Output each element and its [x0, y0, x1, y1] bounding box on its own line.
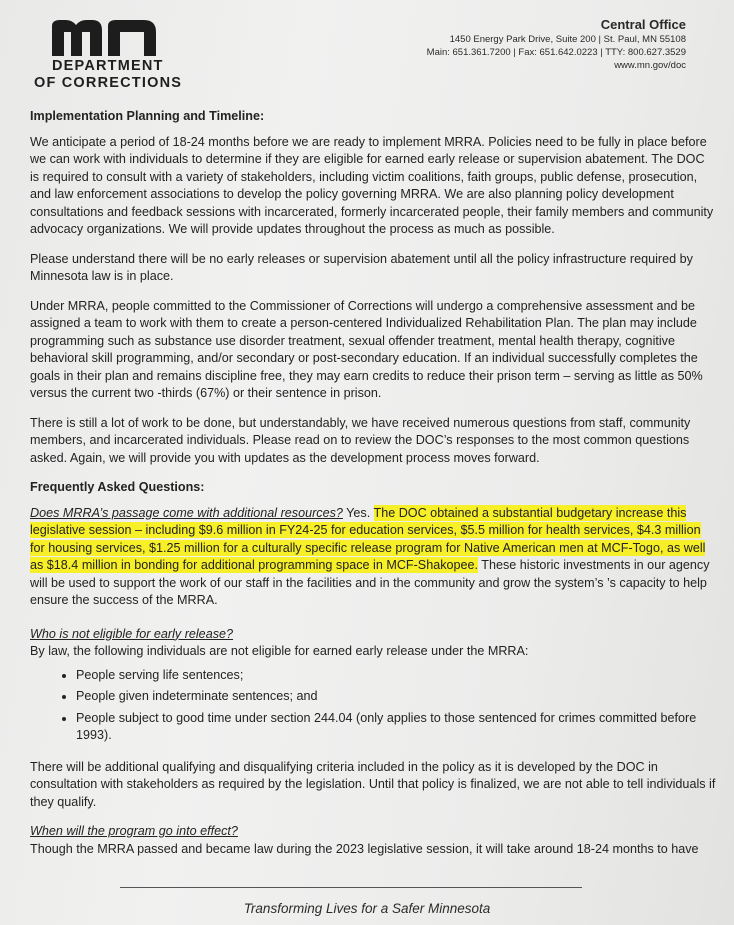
paragraph-mrra-plan: Under MRRA, people committed to the Commissioner of Corrections will undergo a comprehensive assessment and be assigned a team to work with them to create a person-centered Individualized Rehabilitation Plan. The plan may include programming such as substance use disorder treatment, sexual offender treatment, mental health therapy, cognitive behavioral skill programming, and/or secondary or post-secondary education. If an individual successfully completes the goals in their plan and remains discipline free, they may earn credits to reduce their prison term – serving as little as 50% versus the current two -thirds (67%) or their sentence in prison. — [30, 298, 703, 400]
faq-answer-eligibility-outro: There will be additional qualifying and disqualifying criteria included in the policy as it is developed by the DOC in consultation with stakeholders as required by the legislation. Until that policy is finalized, we are not able to tell individuals if they qualify. — [30, 759, 716, 809]
office-contact-block — [427, 16, 686, 72]
faq-question-effective-date-text: When will the program go into effect? — [30, 824, 238, 838]
highlighted-budget-text: The DOC obtained a substantial budgetary increase this legislative session – including $9.6 million in FY24-25 for education services, $5.5 million for health services, $4.3 million for housing services, $1.25 million for a culturally specific release program for Native American men at MCF-Togo, as well as $18.4 million in bonding for additional programming space in MCF-Shakopee. — [30, 505, 706, 572]
letter-body — [30, 108, 716, 858]
list-item: • People given indeterminate sentences; and — [76, 688, 716, 706]
paragraph-timeline: We anticipate a period of 18-24 months before we are ready to implement MRRA. Policies need to be fully in place before we can work with individuals to determine if they are eligible for earned early release or supervision abatement. The DOC is required to consult with a variety of stakeholders, including victim coalitions, faith groups, public defense, prosecution, and law enforcement associations to develop the policy governing MRRA. We are also planning policy development consultations and feedback sessions with incarcerated, formerly incarcerated people, their family members and community advocacy organizations. We will provide updates throughout the process as much as possible. — [30, 134, 714, 236]
faq-question-eligibility — [30, 626, 716, 644]
faq-question-resources: Does MRRA’s passage come with additional resources? — [30, 505, 343, 520]
list-item: • People serving life sentences; — [76, 667, 716, 685]
dept-line-1: DEPARTMENT — [52, 58, 164, 74]
section-heading-implementation: Implementation Planning and Timeline: — [30, 109, 265, 123]
office-phones: Main: 651.361.7200 | Fax: 651.642.0223 | TTY: 800.627.3529 — [426, 47, 686, 58]
faq-answer-eligibility-intro: By law, the following individuals are not eligible for earned early release under the MRRA: — [30, 644, 529, 658]
mn-logo — [34, 20, 192, 92]
faq-question-effective-date — [30, 823, 716, 841]
mn-logo-mark — [52, 20, 156, 56]
dept-line-2: OF CORRECTIONS — [34, 75, 183, 91]
faq-answer-resources — [30, 505, 716, 610]
office-address: 1450 Energy Park Drive, Suite 200 | St. Paul, MN 55108 — [449, 34, 686, 45]
paragraph-work-remaining: There is still a lot of work to be done, but understandably, we have received numerous questions from staff, community members, and incarcerated individuals. Please read on to review the DOC’s responses to the most common questions asked. Again, we will provide you with updates as the development process moves forward. — [30, 415, 691, 465]
paragraph-no-early-release: Please understand there will be no early releases or supervision abatement until all the policy infrastructure required by Minnesota law is in place. — [30, 251, 693, 283]
section-heading-faq: Frequently Asked Questions: — [30, 480, 205, 494]
office-name: Central Office — [600, 17, 686, 32]
ineligible-list — [30, 667, 716, 745]
list-item: • People subject to good time under section 244.04 (only applies to those sentenced for crimes committed before 1993). — [76, 710, 716, 745]
faq-question-eligibility-text: Who is not eligible for early release? — [30, 626, 234, 641]
department-name — [34, 58, 192, 92]
footer-tagline: Transforming Lives for a Safer Minnesota — [243, 901, 491, 916]
faq-answer-resources-rest: These historic investments in our agency will be used to support the work of our staff in the facilities and in the community and grow the system’s ’s capacity to help ensure the success of the MRRA. — [30, 558, 710, 607]
faq-answer-effective-date: Though the MRRA passed and became law during the 2023 legislative session, it will take around 18-24 months to have — [30, 841, 699, 856]
office-website: www.mn.gov/doc — [614, 60, 686, 71]
faq-answer-yes: Yes. — [342, 505, 374, 520]
footer-divider — [120, 887, 582, 888]
